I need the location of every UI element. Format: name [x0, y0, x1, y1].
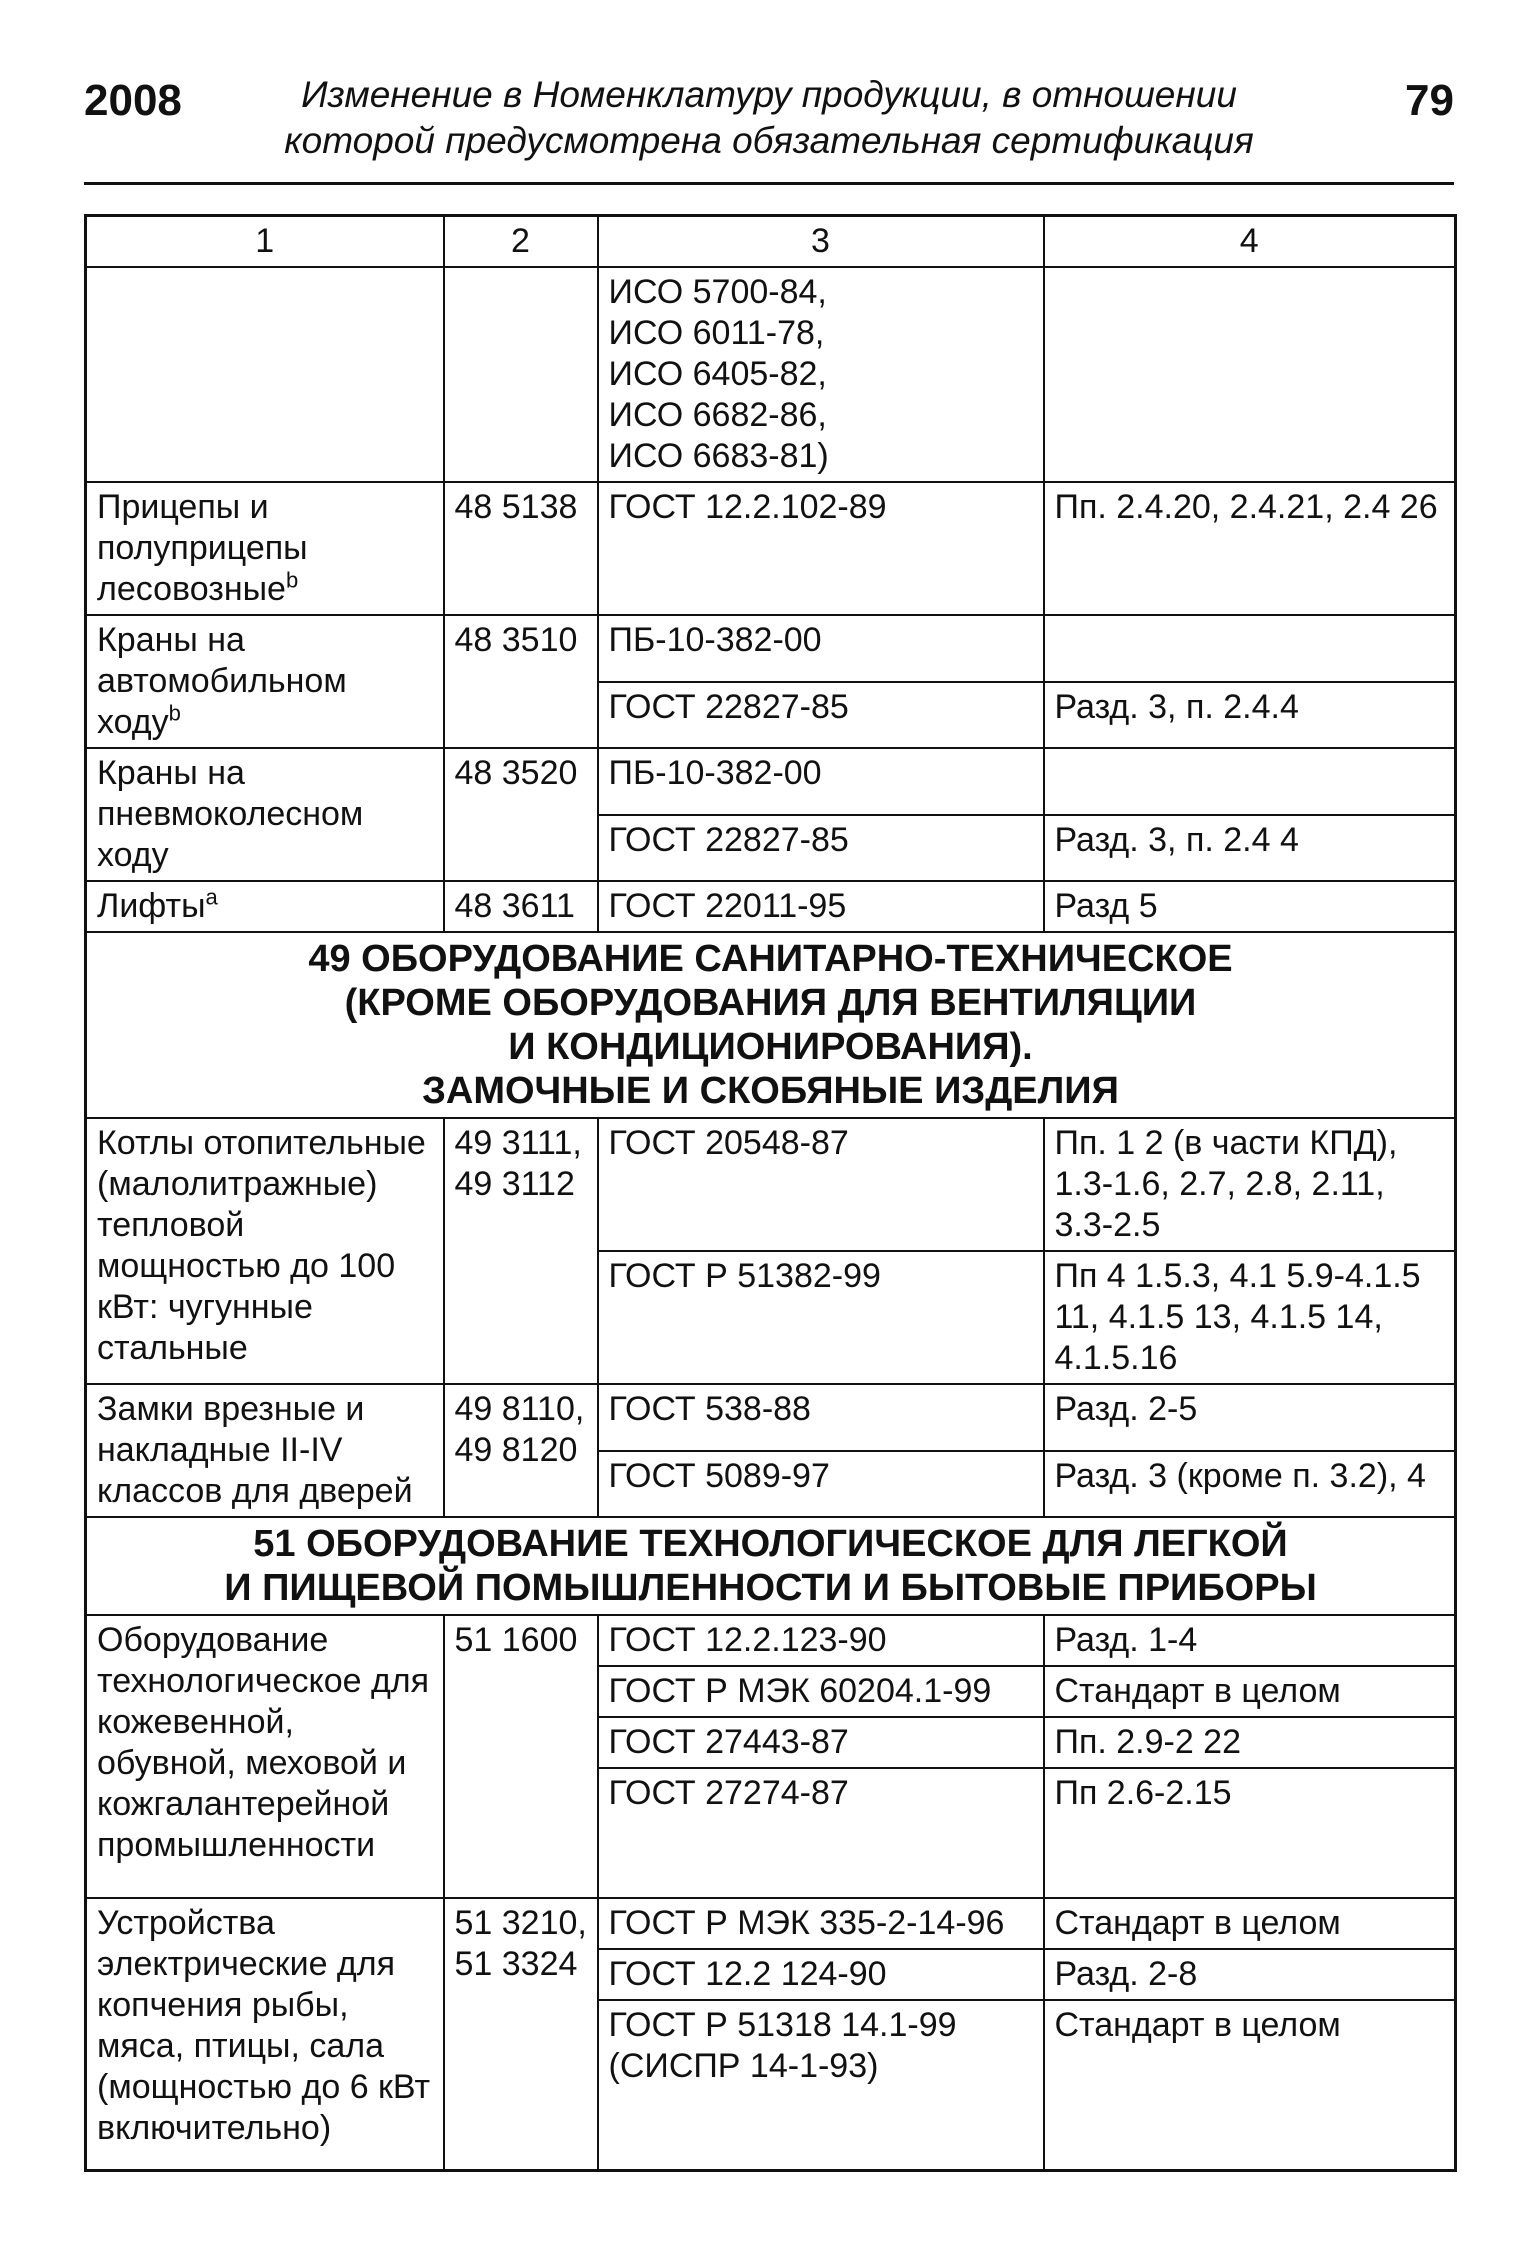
- clauses-cell: Пп 2.6-2.15: [1044, 1768, 1456, 1898]
- standard-cell: ГОСТ Р 51382-99: [598, 1251, 1044, 1384]
- section-heading-51: [86, 1517, 1456, 1615]
- iso-standard: ИСО 5700-84,: [608, 273, 827, 311]
- section-heading-line: 51 ОБОРУДОВАНИЕ ТЕХНОЛОГИЧЕСКОЕ ДЛЯ ЛЕГКОЙ: [253, 1523, 1288, 1565]
- product-cell: Котлы отопительные (малолитражные) тепловой мощностью до 100 кВт: чугунные стальные: [86, 1118, 444, 1384]
- table-row: [86, 1898, 1456, 1949]
- running-title-line-1: Изменение в Номенклатуру продукции, в отношении: [301, 74, 1237, 115]
- iso-standard: ИСО 6011-78,: [608, 314, 825, 352]
- standard-cell: ГОСТ 12.2.102-89: [598, 482, 1044, 615]
- clauses-cell: Стандарт в целом: [1044, 1898, 1456, 1949]
- table-row: [86, 1384, 1456, 1451]
- code: 49 3111,: [454, 1124, 582, 1162]
- standard-cell: ГОСТ 27274-87: [598, 1768, 1044, 1898]
- column-number: 1: [86, 216, 444, 268]
- section-heading-row: [86, 932, 1456, 1118]
- table-row: [86, 267, 1456, 482]
- section-heading-49: [86, 932, 1456, 1118]
- table-row: [86, 748, 1456, 815]
- standard-cell: ГОСТ 22827-85: [598, 682, 1044, 749]
- clauses-cell: Стандарт в целом: [1044, 2000, 1456, 2170]
- clauses-cell: [1044, 267, 1456, 482]
- code: 49 3112: [454, 1165, 575, 1203]
- code-cell: [444, 1898, 598, 2170]
- column-numbers-row: [86, 216, 1456, 268]
- standard-cell: ПБ-10-382-00: [598, 748, 1044, 815]
- standard-cell: ГОСТ 20548-87: [598, 1118, 1044, 1251]
- column-number: 4: [1044, 216, 1456, 268]
- product-cell: [86, 267, 444, 482]
- clauses-cell: [1044, 748, 1456, 815]
- certification-table: [84, 214, 1457, 2172]
- product-cell: Лифты$^a$: [86, 881, 444, 932]
- code-cell: 48 3520: [444, 748, 598, 881]
- clauses-cell: Разд. 3 (кроме п. 3.2), 4: [1044, 1451, 1456, 1518]
- standard-cell: ГОСТ 22827-85: [598, 815, 1044, 882]
- code: 51 3324: [454, 1945, 578, 1983]
- standard-cell: ГОСТ 27443-87: [598, 1717, 1044, 1768]
- code-cell: 48 3611: [444, 881, 598, 932]
- running-title: [234, 72, 1304, 164]
- running-title-line-2: которой предусмотрена обязательная сертификация: [284, 120, 1254, 161]
- iso-standards-cell: [598, 267, 1044, 482]
- code-cell: 48 3510: [444, 615, 598, 748]
- product-cell: Прицепы и полуприцепы лесовозные$^b$: [86, 482, 444, 615]
- product-cell: Оборудование технологическое для кожевенной, обувной, меховой и кожгалантерейной промышленности: [86, 1615, 444, 1898]
- section-heading-line: ЗАМОЧНЫЕ И СКОБЯНЫЕ ИЗДЕЛИЯ: [422, 1070, 1119, 1112]
- clauses-cell: Разд. 1-4: [1044, 1615, 1456, 1666]
- clauses-cell: [1044, 615, 1456, 682]
- table-row: [86, 482, 1456, 615]
- code-cell: [444, 267, 598, 482]
- code: 49 8110,: [454, 1390, 585, 1428]
- footnote-mark: b: [285, 567, 299, 593]
- code-cell: [444, 1118, 598, 1384]
- header-rule: [84, 182, 1454, 185]
- table-row: [86, 1118, 1456, 1251]
- standard-cell: [598, 2000, 1044, 2170]
- product-cell: Краны на пневмоколесном ходу: [86, 748, 444, 881]
- clauses-cell: Разд. 2-5: [1044, 1384, 1456, 1451]
- code: 51 3210,: [454, 1904, 587, 1942]
- clauses-cell: Разд 5: [1044, 881, 1456, 932]
- clauses-cell: Пп. 1 2 (в части КПД), 1.3-1.6, 2.7, 2.8, 2.11, 3.3-2.5: [1044, 1118, 1456, 1251]
- section-heading-line: И ПИЩЕВОЙ ПОМЫШЛЕННОСТИ И БЫТОВЫЕ ПРИБОРЫ: [224, 1567, 1317, 1609]
- column-number: 3: [598, 216, 1044, 268]
- standard-cell: ГОСТ 538-88: [598, 1384, 1044, 1451]
- standard: (СИСПР 14-1-93): [608, 2047, 879, 2085]
- clauses-cell: Стандарт в целом: [1044, 1666, 1456, 1717]
- year: 2008: [84, 76, 182, 125]
- page-number: 79: [1405, 76, 1454, 125]
- section-heading-row: [86, 1517, 1456, 1615]
- section-heading-line: (КРОМЕ ОБОРУДОВАНИЯ ДЛЯ ВЕНТИЛЯЦИИ: [344, 982, 1197, 1024]
- standard-cell: ГОСТ Р МЭК 335-2-14-96: [598, 1898, 1044, 1949]
- table-row: [86, 615, 1456, 682]
- table-row: [86, 881, 1456, 932]
- clauses-cell: Разд. 3, п. 2.4 4: [1044, 815, 1456, 882]
- footnote-mark: b: [168, 700, 181, 726]
- footnote-mark: a: [205, 884, 218, 910]
- code-cell: [444, 1384, 598, 1517]
- clauses-cell: Разд. 3, п. 2.4.4: [1044, 682, 1456, 749]
- standard-cell: ПБ-10-382-00: [598, 615, 1044, 682]
- standard-cell: ГОСТ 12.2.123-90: [598, 1615, 1044, 1666]
- section-heading-line: 49 ОБОРУДОВАНИЕ САНИТАРНО-ТЕХНИЧЕСКОЕ: [308, 938, 1233, 980]
- code-cell: 51 1600: [444, 1615, 598, 1898]
- clauses-cell: Пп 4 1.5.3, 4.1 5.9-4.1.5 11, 4.1.5 13, 4.1.5 14, 4.1.5.16: [1044, 1251, 1456, 1384]
- product-cell: Устройства электрические для копчения рыбы, мяса, птицы, сала (мощностью до 6 кВт включительно): [86, 1898, 444, 2170]
- clauses-cell: Разд. 2-8: [1044, 1949, 1456, 2000]
- clauses-cell: Пп. 2.4.20, 2.4.21, 2.4 26: [1044, 482, 1456, 615]
- column-number: 2: [444, 216, 598, 268]
- clauses-cell: Пп. 2.9-2 22: [1044, 1717, 1456, 1768]
- code-cell: 48 5138: [444, 482, 598, 615]
- code: 49 8120: [454, 1431, 578, 1469]
- standard: ГОСТ Р 51318 14.1-99: [608, 2006, 957, 2044]
- page-header: [84, 72, 1454, 182]
- iso-standard: ИСО 6682-86,: [608, 396, 827, 434]
- section-heading-line: И КОНДИЦИОНИРОВАНИЯ).: [508, 1026, 1033, 1068]
- standard-cell: ГОСТ Р МЭК 60204.1-99: [598, 1666, 1044, 1717]
- standard-cell: ГОСТ 12.2 124-90: [598, 1949, 1044, 2000]
- iso-standard: ИСО 6405-82,: [608, 355, 827, 393]
- product-cell: Замки врезные и накладные II-IV классов для дверей: [86, 1384, 444, 1517]
- standard-cell: ГОСТ 5089-97: [598, 1451, 1044, 1518]
- table-row: [86, 1615, 1456, 1666]
- standard-cell: ГОСТ 22011-95: [598, 881, 1044, 932]
- product-cell: Краны на автомобильном ходу$^b$: [86, 615, 444, 748]
- iso-standard: ИСО 6683-81): [608, 437, 829, 475]
